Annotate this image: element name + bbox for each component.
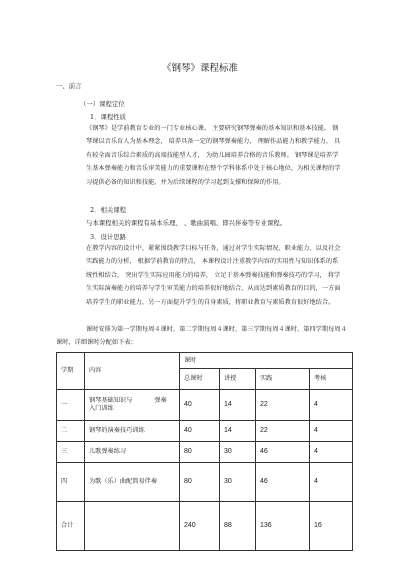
header-hours: 课时 bbox=[180, 353, 353, 369]
table-row bbox=[57, 390, 353, 421]
cell-total: 40 bbox=[180, 421, 220, 442]
item-heading-related: 2．相关课程 bbox=[90, 206, 127, 214]
cell-lecture: 30 bbox=[220, 442, 256, 463]
header-lecture: 讲授 bbox=[220, 369, 256, 390]
cell-exam: 4 bbox=[310, 463, 353, 502]
cell-sum-lecture: 88 bbox=[220, 502, 256, 551]
cell-lecture: 14 bbox=[220, 390, 256, 421]
cell-sum-practice: 136 bbox=[256, 502, 310, 551]
item-heading-nature: 1．课程性质 bbox=[90, 113, 127, 121]
table-total-row bbox=[57, 502, 353, 551]
cell-term: 三 bbox=[57, 442, 85, 463]
item-heading-design: 3．设计思路 bbox=[90, 233, 127, 241]
course-hours-table bbox=[56, 352, 353, 551]
cell-empty bbox=[85, 502, 180, 551]
cell-practice: 46 bbox=[256, 463, 310, 502]
header-practice: 实践 bbox=[256, 369, 310, 390]
header-exam: 考核 bbox=[310, 369, 353, 390]
cell-total: 40 bbox=[180, 390, 220, 421]
cell-sum-exam: 16 bbox=[310, 502, 353, 551]
table-row bbox=[57, 463, 353, 502]
cell-lecture: 14 bbox=[220, 421, 256, 442]
table-row bbox=[57, 442, 353, 463]
paragraph-related: 与本课程相关的课程有基本乐理、 、歌曲演唱、即兴伴奏等专业课程。 bbox=[86, 219, 287, 227]
cell-sum-total: 240 bbox=[180, 502, 220, 551]
cell-term: 二 bbox=[57, 421, 85, 442]
cell-exam: 4 bbox=[310, 390, 353, 421]
cell-term: 一 bbox=[57, 390, 85, 421]
cell-total-label: 合计 bbox=[57, 502, 85, 551]
cell-exam: 4 bbox=[310, 442, 353, 463]
header-content: 内容 bbox=[85, 353, 180, 390]
cell-content: 钢琴的演奏技巧训练 bbox=[85, 421, 180, 442]
cell-content: 为歌（乐）曲配简易伴奏 bbox=[85, 463, 180, 502]
section-heading-preface: 一、前言 bbox=[56, 82, 82, 90]
cell-content: 钢琴基础知识与 弹奏 入门训练 bbox=[85, 390, 180, 421]
cell-total: 80 bbox=[180, 442, 220, 463]
paragraph-nature: 《钢琴》是学前教育专业的一门专业核心课。 主要研究钢琴弹奏的基本知识和基本技能。 钢琴课以音乐育人为基本理念， 培养具备一定的钢琴弹奏能力， 理解作品能力和教学能力， 具有较全面音乐综合素质的高端技能型人才， 为幼儿园培养合格的音乐教师。 钢琴课是培养学生基本弹奏能力和音乐审美能力的重要课程在整个学科体系中处于核心地位，为相关课程的学习提供必备的知识和技能，并为后续课程的学习起到支撑和保障的作用。 bbox=[86, 125, 341, 186]
cell-total: 80 bbox=[180, 463, 220, 502]
cell-content: 儿歌弹奏练习 bbox=[85, 442, 180, 463]
cell-term: 四 bbox=[57, 463, 85, 502]
header-term: 学期 bbox=[57, 353, 85, 390]
cell-lecture: 30 bbox=[220, 463, 256, 502]
cell-practice: 22 bbox=[256, 421, 310, 442]
subsection-heading-positioning: （一）课程定位 bbox=[80, 100, 125, 108]
cell-exam: 4 bbox=[310, 421, 353, 442]
paragraph-hours: 课时安排为第一学期每周４课时、第二学期每周４课时、第三学期每周４课时、第四学期每周４课时，详细课时分配如下表： bbox=[56, 326, 347, 347]
cell-practice: 46 bbox=[256, 442, 310, 463]
header-total: 总课时 bbox=[180, 369, 220, 390]
table-row bbox=[57, 421, 353, 442]
cell-practice: 22 bbox=[256, 390, 310, 421]
document-title: 《钢琴》课程标准 bbox=[161, 63, 238, 74]
paragraph-design: 在教学内容的设计中，紧紧围绕教学目标与任务，通过对学生实际情况、职业能力、以及社会实践能力的分析， 根据学前教育的特点， 本课程设计注重教学内容的实用性与知识体系的系统性相结合， 突出学生实际应用能力的培养， 立足于基本弹奏技能和弹奏技巧的学习， 将学生实际演奏能力的培养与学生审美能力的培养很好地结合，从而达到素质教育的目的，一方面培养学生的职业能力，另一方面提升学生的自身素质，将职业教育与素质教育很好地结合。 bbox=[86, 245, 341, 306]
